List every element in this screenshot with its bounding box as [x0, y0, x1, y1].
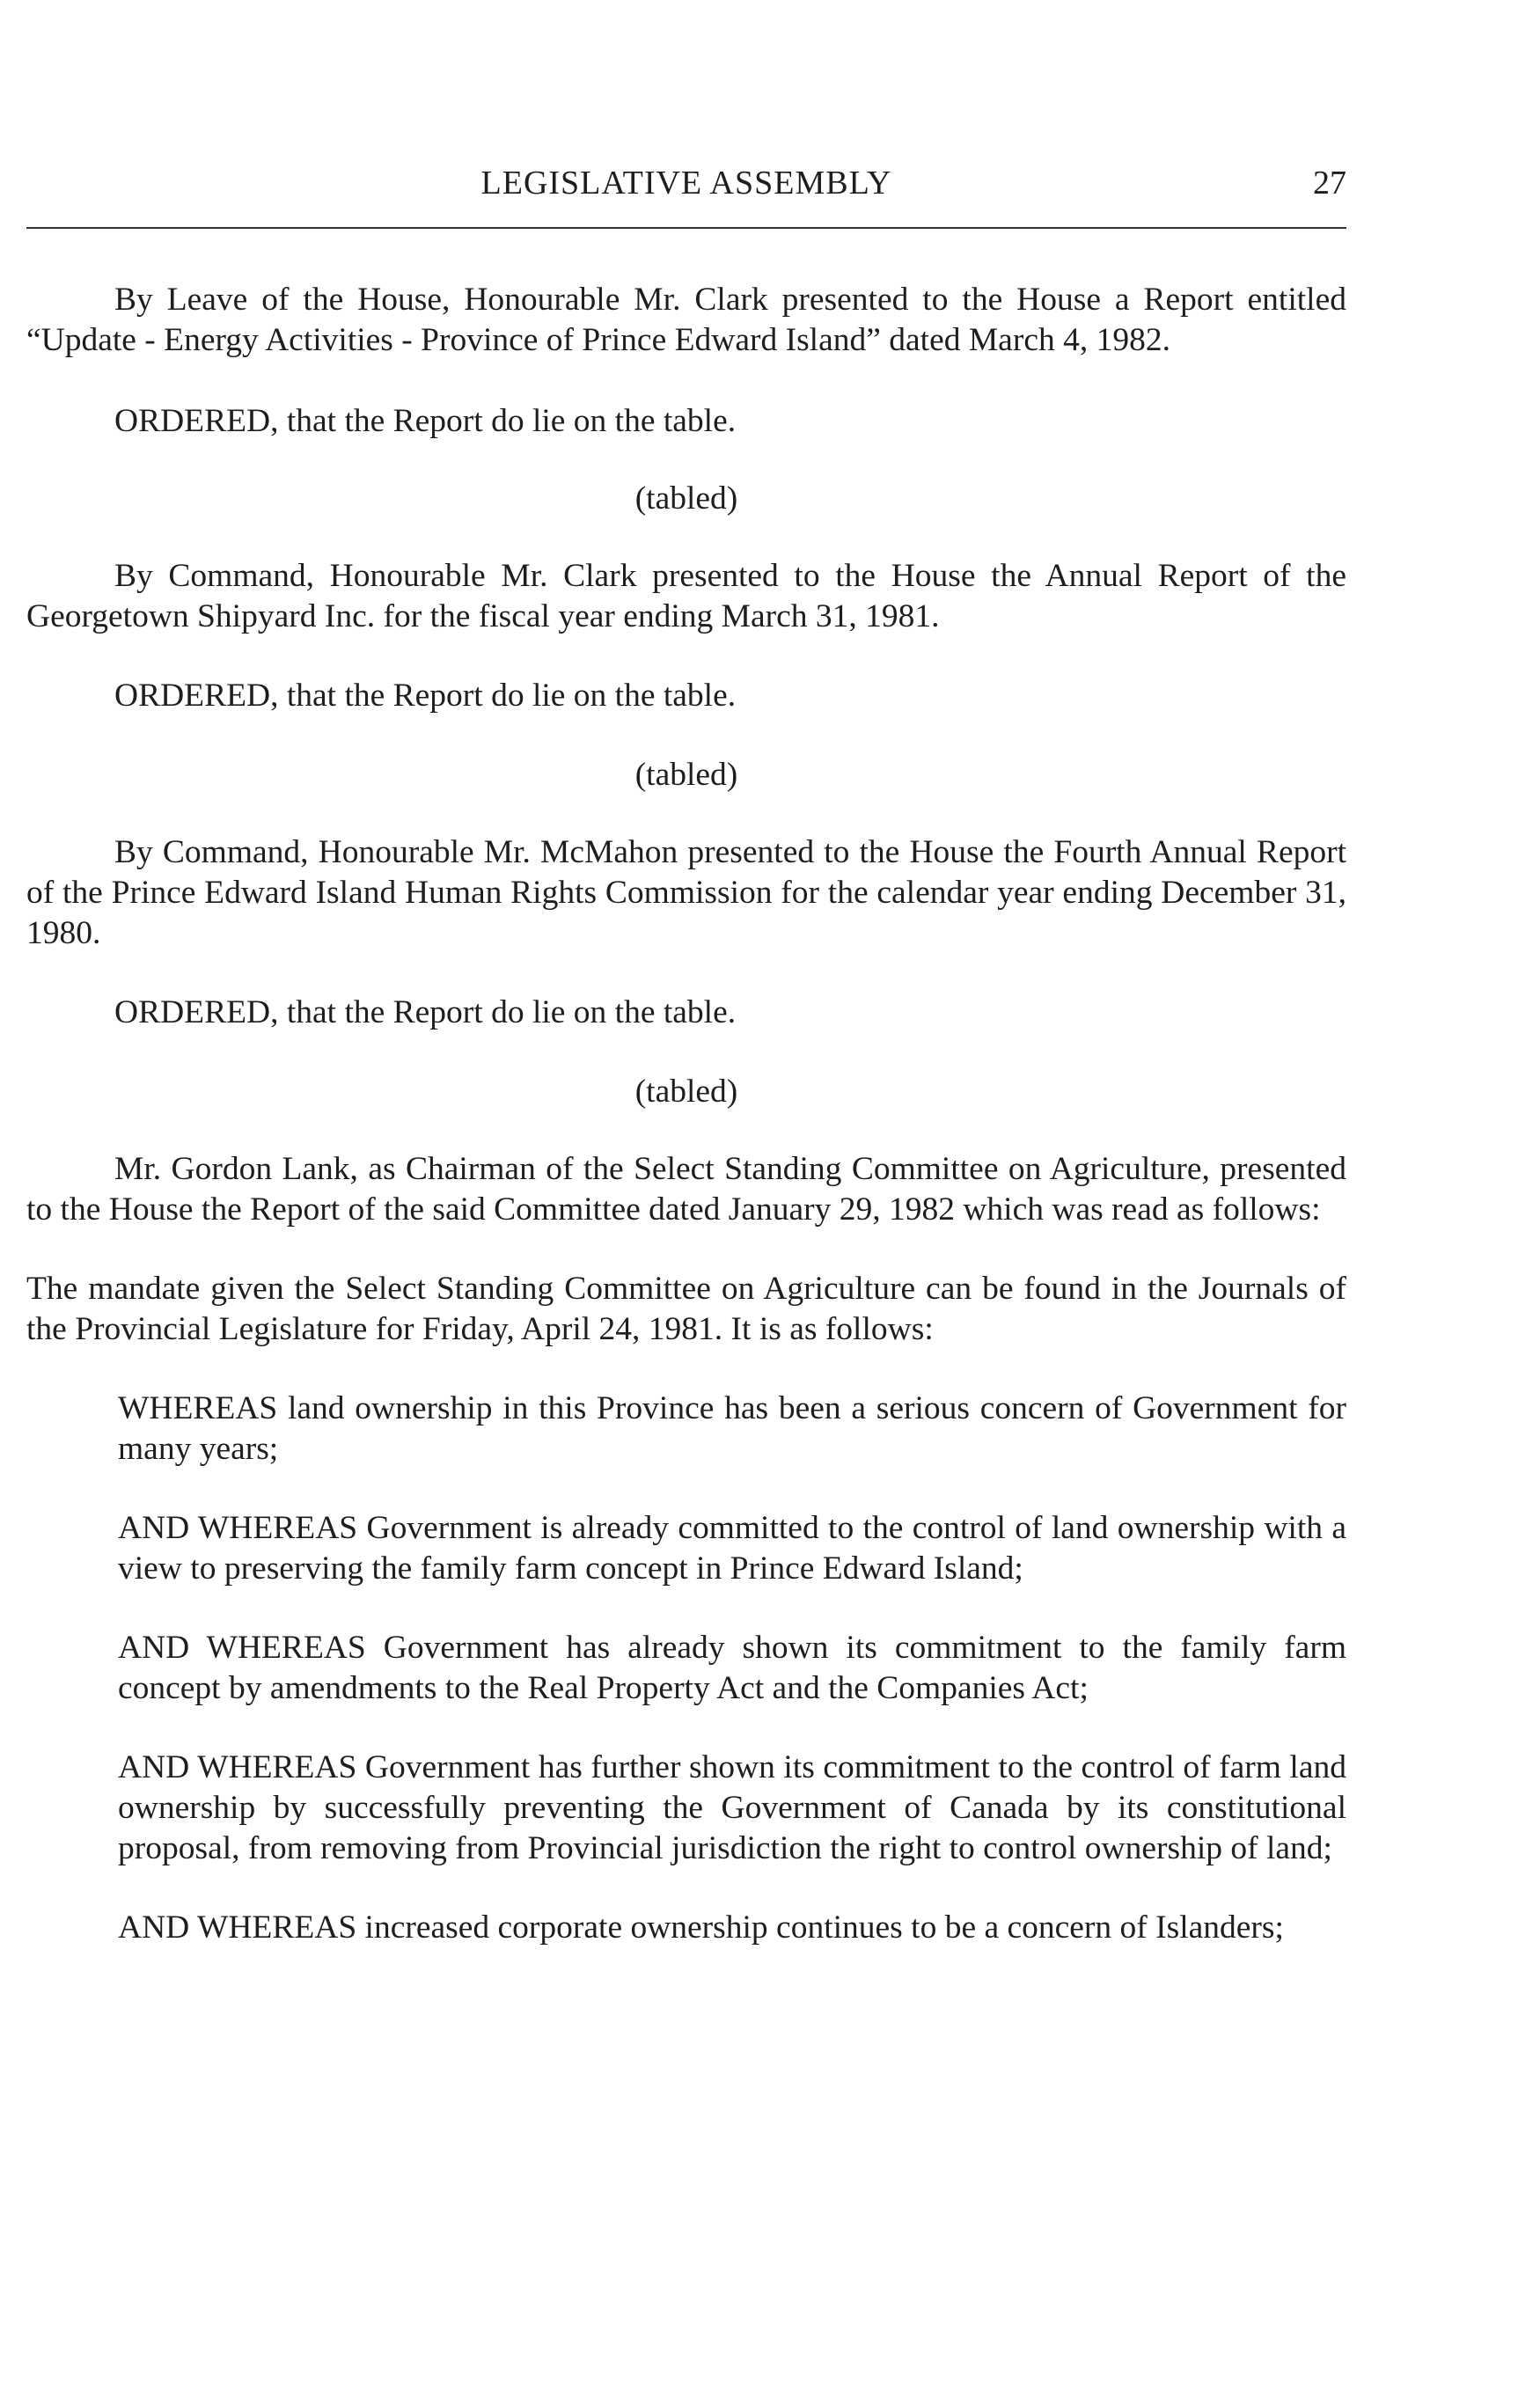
- paragraph-committee-report: Mr. Gordon Lank, as Chairman of the Select Standing Committee on Agriculture, presented to the House the Report of the said Committee dated January 29, 1982 which was read as follows:: [26, 1151, 1346, 1228]
- whereas-clause: WHEREAS land ownership in this Province has been a serious concern of Government for many years;: [118, 1390, 1346, 1467]
- whereas-clause: AND WHEREAS Government has further shown its commitment to the control of farm land ownership by successfully preventing the Government of Canada by its constitutional proposal, from removing from Provincial jurisdiction the right to control ownership of land;: [118, 1749, 1346, 1866]
- document-body: [26, 280, 1346, 1948]
- paragraph-human-rights-report: By Command, Honourable Mr. McMahon presented to the House the Fourth Annual Report of the Prince Edward Island Human Rights Commission for the calendar year ending December 31, 1980.: [26, 834, 1346, 951]
- paragraph-energy-report: By Leave of the House, Honourable Mr. Clark presented to the House a Report entitled “Update - Energy Activities - Province of Prince Edward Island” dated March 4, 1982.: [26, 282, 1346, 358]
- paragraph-tabled: (tabled): [634, 757, 738, 793]
- whereas-clause: AND WHEREAS increased corporate ownership continues to be a concern of Islanders;: [118, 1909, 1284, 1946]
- page-header: [26, 164, 1346, 216]
- paragraph-ordered: ORDERED, that the Report do lie on the table.: [114, 678, 737, 714]
- paragraph-tabled: (tabled): [634, 480, 738, 517]
- paragraph-shipyard-report: By Command, Honourable Mr. Clark presented to the House the Annual Report of the Georgetown Shipyard Inc. for the fiscal year ending March 31, 1981.: [26, 558, 1346, 634]
- document-page: [26, 0, 1346, 2404]
- paragraph-ordered: ORDERED, that the Report do lie on the table.: [114, 994, 737, 1030]
- paragraph-tabled: (tabled): [634, 1074, 738, 1110]
- page-number: 27: [1313, 165, 1346, 202]
- header-rule: [26, 227, 1346, 229]
- paragraph-ordered: ORDERED, that the Report do lie on the table.: [114, 403, 737, 439]
- whereas-clause: AND WHEREAS Government is already committed to the control of land ownership with a view to preserving the family farm concept in Prince Edward Island;: [118, 1510, 1346, 1587]
- paragraph-mandate: The mandate given the Select Standing Committee on Agriculture can be found in the Journals of the Provincial Legislature for Friday, April 24, 1981. It is as follows:: [26, 1271, 1346, 1347]
- whereas-clause: AND WHEREAS Government has already shown its commitment to the family farm concept by amendments to the Real Property Act and the Companies Act;: [118, 1630, 1346, 1706]
- header-title: LEGISLATIVE ASSEMBLY: [480, 165, 892, 202]
